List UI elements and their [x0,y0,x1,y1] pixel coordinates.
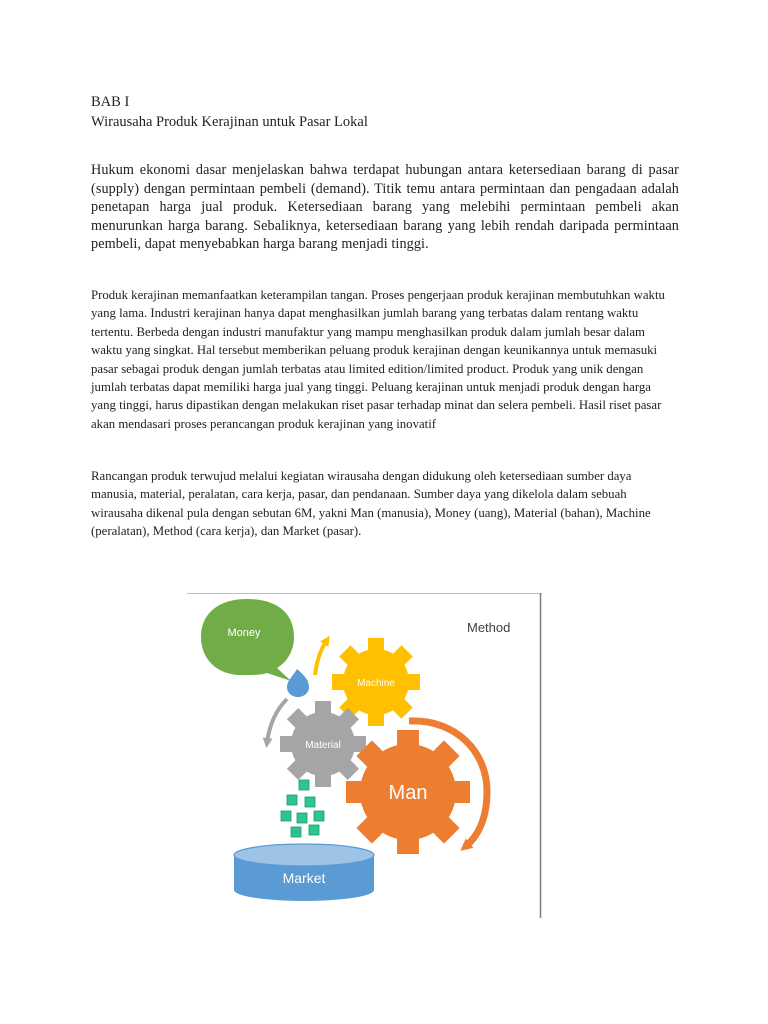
market-cylinder-icon [234,844,374,901]
machine-label: Machine [357,678,395,689]
method-label: Method [467,620,511,635]
6m-diagram-canvas [187,593,542,918]
material-cubes-icon [281,780,324,854]
market-label: Market [282,870,326,886]
chapter-number: BAB I [91,94,130,110]
money-drop-icon [287,669,309,697]
man-gear-icon [346,730,470,854]
paragraph-supply-demand: Hukum ekonomi dasar menjelaskan bahwa terdapat hubungan antara ketersediaan barang di pasar (supply) dengan permintaan pembeli (demand). Titik temu antara permintaan dan pengadaan adalah penetapan harga jual produk. Ketersediaan barang yang melebihi permintaan pembeli akan menurunkan harga barang. Sebaliknya, ketersediaan barang yang lebih rendah daripada permintaan pembeli, dapat menyebabkan harga barang menjadi tinggi. [91,162,679,253]
man-label: Man [388,782,428,804]
paragraph-craft-products: Produk kerajinan memanfaatkan keterampilan tangan. Proses pengerjaan produk kerajinan membutuhkan waktu yang lama. Industri kerajinan hanya dapat menghasilkan jumlah barang yang terbatas dalam rentang waktu tertentu. Berbeda dengan industri manufaktur yang mampu menghasilkan produk dalam jumlah besar dalam waktu yang singkat. Hal tersebut memberikan peluang produk kerajinan dengan keunikannya untuk memasuki pasar sebagai produk dengan jumlah terbatas atau limited edition/limited product. Produk yang unik dengan jumlah terbatas dapat memiliki harga jual yang tinggi. Peluang kerajinan untuk menjadi produk dengan harga yang tinggi, harus dipastikan dengan melakukan riset pasar terhadap minat dan selera pembeli. Hasil riset pasar akan mendasari proses perancangan produk kerajinan yang inovatif [91,288,665,431]
money-label: Money [227,627,261,639]
material-gear-icon [280,701,366,787]
arrow-to-machine-icon [315,640,327,675]
money-bubble [201,599,294,681]
6m-diagram [187,593,542,918]
chapter-heading [91,92,368,132]
material-label: Material [305,740,341,751]
paragraph-6m-resources: Rancangan produk terwujud melalui kegiatan wirausaha dengan didukung oleh ketersediaan sumber daya manusia, material, peralatan, cara kerja, pasar, dan pendanaan. Sumber daya yang dikelola dalam sebuah wirausaha dikenal pula dengan sebutan 6M, yakni Man (manusia), Money (uang), Material (bahan), Machine (peralatan), Method (cara kerja), dan Market (pasar). [91,469,651,539]
chapter-title: Wirausaha Produk Kerajinan untuk Pasar Lokal [91,114,368,130]
